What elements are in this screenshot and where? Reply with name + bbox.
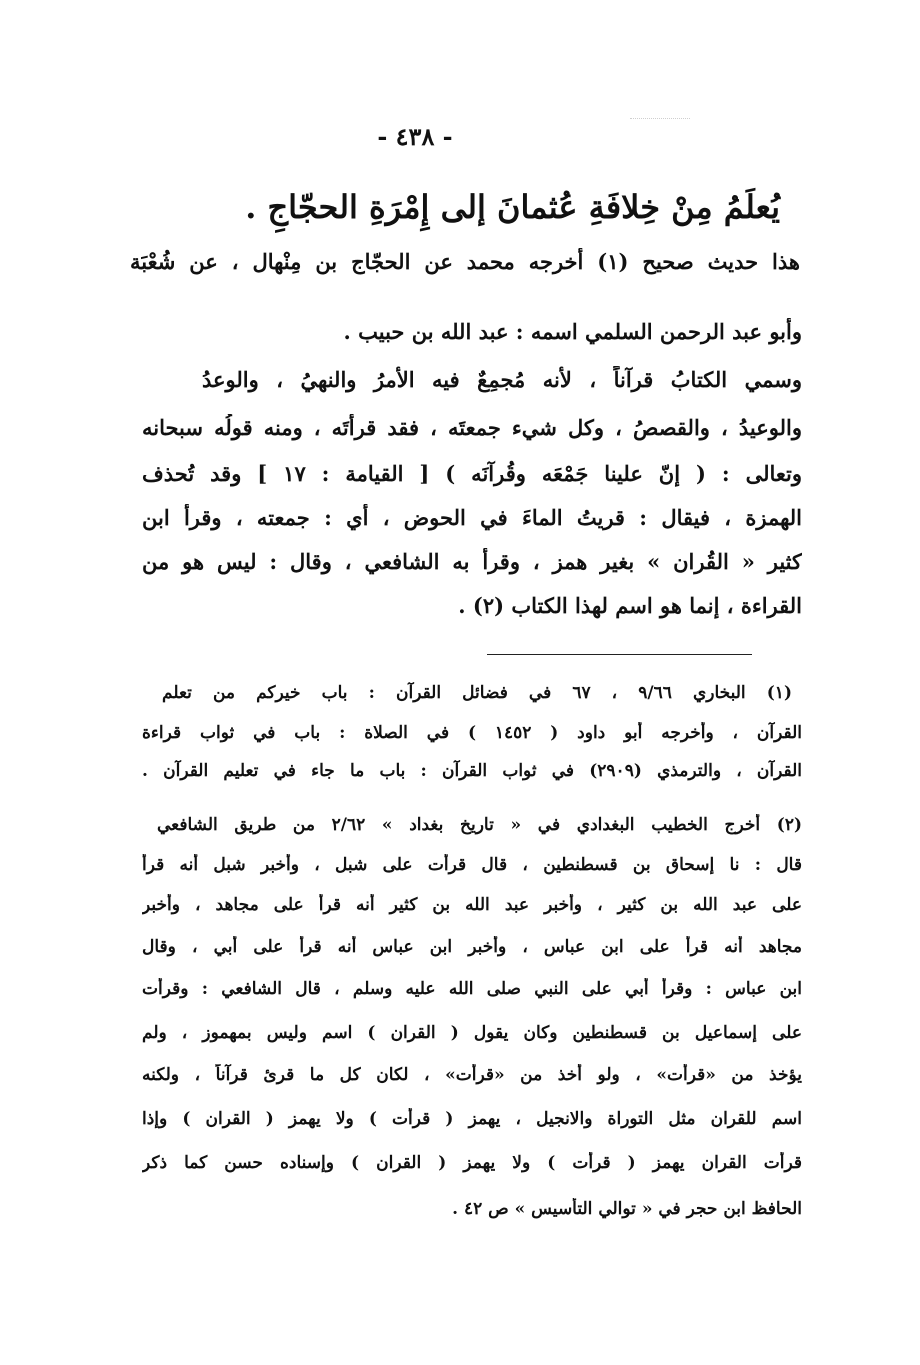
- footnote-line: قرأت القران يهمز ( قرأت ) ولا يهمز ( القران ) وإسناده حسن كما ذكر: [142, 1153, 802, 1173]
- body-line: وأبو عبد الرحمن السلمي اسمه : عبد الله بن حبيب .: [343, 319, 802, 344]
- footnote-line: (٢) أخرج الخطيب البغدادي في « تاريخ بغداد » ٢/٦٢ من طريق الشافعي: [157, 815, 802, 835]
- body-line: وتعالى : ( إنّ علينا جَمْعَه وقُرآنَه ) [ القيامة : ١٧ ] وقد تُحذف: [142, 461, 802, 486]
- footnote-line: الحافظ ابن حجر في « توالي التأسيس » ص ٤٢ .: [452, 1199, 802, 1219]
- footnote-line: القرآن ، والترمذي (٢٩٠٩) في ثواب القرآن : باب ما جاء في تعليم القرآن .: [142, 761, 802, 781]
- body-line: وسمي الكتابُ قرآناً ، لأنه مُجمِعٌ فيه الأمرُ والنهيُ ، والوعدُ: [202, 367, 802, 392]
- footnote-line: على إسماعيل بن قسطنطين وكان يقول ( القران ) اسم وليس بمهموز ، ولم: [142, 1023, 802, 1043]
- footnote-line: القرآن ، وأخرجه أبو داود ( ١٤٥٢ ) في الصلاة : باب في ثواب قراءة: [142, 723, 802, 743]
- body-line: القراءة ، إنما هو اسم لهذا الكتاب (٢) .: [458, 593, 802, 618]
- text-heading-line: يُعلَمُ مِنْ خِلافَةِ عُثمانَ إلى إِمْرَةِ الحجّاجِ .: [245, 188, 780, 226]
- body-line: هذا حديث صحيح (١) أخرجه محمد عن الحجّاج بن مِنْهال ، عن شُعْبَة: [130, 249, 800, 274]
- page-number: - ٤٣٨ -: [377, 122, 453, 151]
- footnote-line: قال : نا إسحاق بن قسطنطين ، قال قرأت على شبل ، وأخبر شبل أنه قرأ: [142, 855, 802, 875]
- body-line: والوعيدُ ، والقصصُ ، وكل شيء جمعتَه ، فقد قرأتَه ، ومنه قولُه سبحانه: [142, 415, 802, 440]
- footnote-line: على عبد الله بن كثير ، وأخبر عبد الله بن كثير أنه قرأ على مجاهد ، وأخبر: [142, 895, 802, 915]
- footnote-line: اسم للقران مثل التوراة والانجيل ، يهمز ( قرأت ) ولا يهمز ( القران ) وإذا: [142, 1109, 802, 1129]
- footnote-line: ابن عباس : وقرأ أبي على النبي صلى الله عليه وسلم ، قال الشافعي : وقرأت: [142, 979, 802, 999]
- body-line: كثير « القُران » بغير همز ، وقرأ به الشافعي ، وقال : ليس هو من: [142, 549, 802, 574]
- scan-artifact: [630, 118, 690, 129]
- body-line: الهمزة ، فيقال : قريتُ الماءَ في الحوض ، أي : جمعته ، وقرأ ابن: [142, 505, 802, 530]
- footnote-separator: [487, 654, 752, 655]
- footnote-line: يؤخذ من «قرأت» ، ولو أخذ من «قرأت» ، لكان كل ما قرئ قرآناً ، ولكنه: [142, 1065, 802, 1085]
- footnote-line: مجاهد أنه قرأ على ابن عباس ، وأخبر ابن عباس أنه قرأ على أبي ، وقال: [142, 937, 802, 957]
- footnote-line: (١) البخاري ٩/٦٦ ، ٦٧ في فضائل القرآن : باب خيركم من تعلم: [162, 683, 792, 703]
